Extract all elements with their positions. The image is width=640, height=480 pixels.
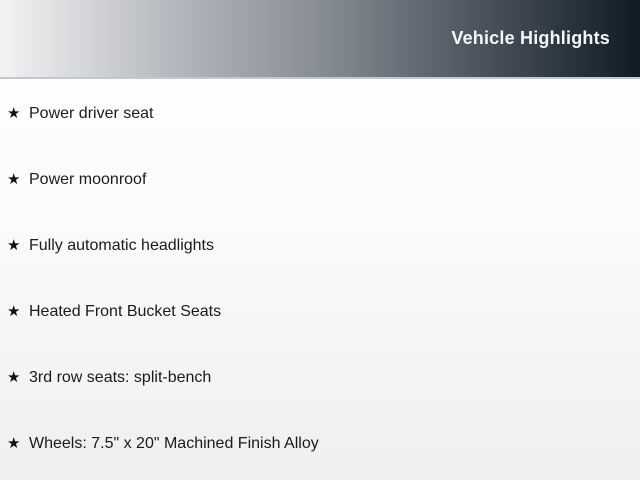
list-item (7, 433, 630, 455)
star-icon: ★ (7, 369, 21, 386)
list-item (7, 169, 630, 191)
star-icon: ★ (7, 237, 21, 254)
feature-label: 3rd row seats: split-bench (29, 369, 212, 386)
list-item (7, 235, 630, 257)
list-item (7, 103, 630, 125)
list-item (7, 301, 630, 323)
panel-header (0, 0, 640, 79)
features-list (0, 79, 640, 455)
star-icon: ★ (7, 435, 21, 452)
list-item (7, 367, 630, 389)
feature-label: Power moonroof (29, 171, 147, 188)
panel-title: Vehicle Highlights (451, 28, 610, 48)
feature-label: Wheels: 7.5" x 20" Machined Finish Alloy (29, 435, 319, 452)
star-icon: ★ (7, 105, 21, 122)
star-icon: ★ (7, 171, 21, 188)
feature-label: Power driver seat (29, 105, 154, 122)
feature-label: Fully automatic headlights (29, 237, 214, 254)
star-icon: ★ (7, 303, 21, 320)
feature-label: Heated Front Bucket Seats (29, 303, 222, 320)
